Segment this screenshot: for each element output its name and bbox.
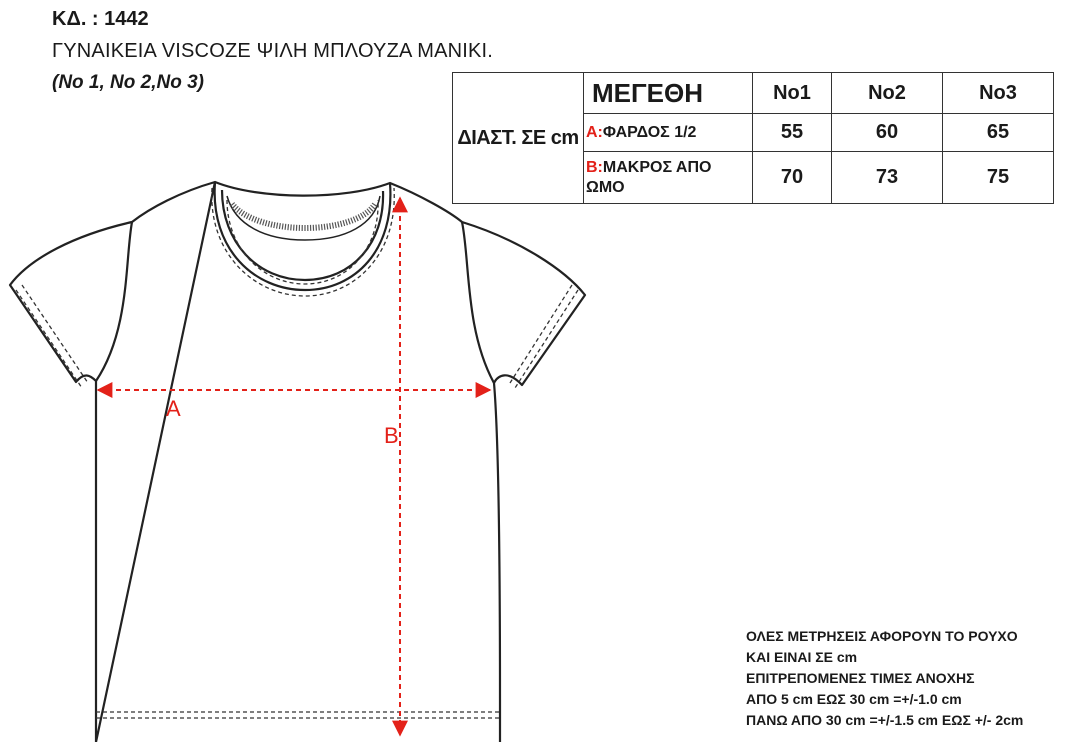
note-line: ΠΑΝΩ ΑΠΟ 30 cm =+/-1.5 cm ΕΩΣ +/- 2cm — [746, 712, 1024, 728]
collar-rib — [232, 204, 375, 228]
tshirt-outline — [10, 182, 585, 742]
table-cell: 75 — [943, 152, 1054, 204]
measure-b-label: B:ΜΑΚΡΟΣ ΑΠΟ ΩΜΟ — [584, 152, 753, 204]
table-cell: 65 — [943, 114, 1054, 152]
table-cell: 60 — [832, 114, 943, 152]
note-line: ΚΑΙ ΕΙΝΑΙ ΣΕ cm — [746, 649, 858, 665]
note-line: ΑΠΟ 5 cm ΕΩΣ 30 cm =+/-1.0 cm — [746, 691, 962, 707]
size-col-3: No3 — [943, 73, 1054, 114]
units-header: ΔΙΑΣΤ. ΣΕ cm — [453, 73, 584, 204]
measure-a-label-diagram: A — [166, 396, 181, 421]
table-cell: 73 — [832, 152, 943, 204]
size-col-1: No1 — [753, 73, 832, 114]
product-description: ΓΥΝΑΙΚΕΙΑ VISCOZE ΨΙΛΗ ΜΠΛΟΥΖΑ ΜΑΝΙΚΙ. — [52, 40, 494, 62]
note-line: ΟΛΕΣ ΜΕΤΡΗΣΕΙΣ ΑΦΟΡΟΥΝ ΤΟ ΡΟΥΧΟ — [746, 628, 1018, 644]
table-cell: 70 — [753, 152, 832, 204]
measure-b-label-diagram: B — [384, 423, 399, 448]
tolerance-notes — [746, 626, 1023, 731]
size-label: ΜΕΓΕΘΗ — [584, 73, 753, 114]
size-range: (No 1, No 2,No 3) — [52, 72, 205, 93]
measure-a-label: A:ΦΑΡΔΟΣ 1/2 — [584, 114, 753, 152]
note-line: ΕΠΙΤΡΕΠΟΜΕΝΕΣ ΤΙΜΕΣ ΑΝΟΧΗΣ — [746, 670, 975, 686]
table-cell: 55 — [753, 114, 832, 152]
product-code: ΚΔ. : 1442 — [52, 8, 149, 30]
size-col-2: No2 — [832, 73, 943, 114]
stitching — [16, 188, 578, 718]
